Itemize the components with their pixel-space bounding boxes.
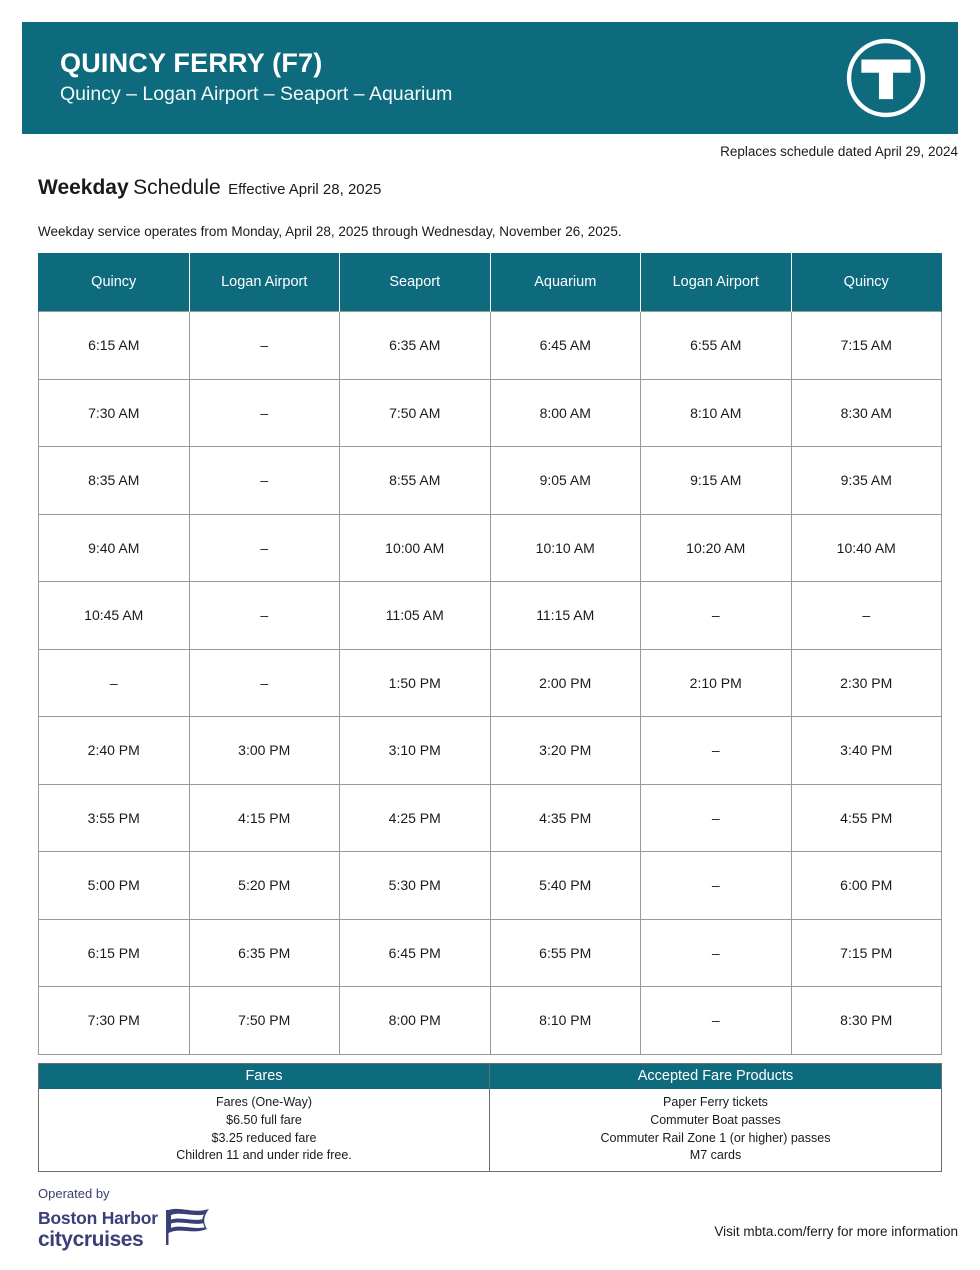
- schedule-cell: 6:15 AM: [39, 312, 190, 380]
- schedule-cell: 2:30 PM: [791, 649, 942, 717]
- schedule-cell: –: [641, 852, 792, 920]
- schedule-cell: 6:35 AM: [340, 312, 491, 380]
- table-row: [39, 784, 942, 852]
- schedule-cell: –: [189, 447, 340, 515]
- schedule-cell: 6:55 AM: [641, 312, 792, 380]
- schedule-cell: 5:00 PM: [39, 852, 190, 920]
- operated-by-label: Operated by: [38, 1186, 110, 1201]
- schedule-cell: –: [189, 649, 340, 717]
- table-row: [39, 919, 942, 987]
- operator-name-line2: citycruises: [38, 1227, 144, 1251]
- schedule-cell: 11:05 AM: [340, 582, 491, 650]
- flag-wave-icon: [160, 1204, 212, 1248]
- table-row: [39, 514, 942, 582]
- fares-heading: Fares: [39, 1064, 489, 1089]
- table-row: [39, 717, 942, 785]
- schedule-cell: 2:40 PM: [39, 717, 190, 785]
- schedule-cell: 5:30 PM: [340, 852, 491, 920]
- schedule-cell: 10:00 AM: [340, 514, 491, 582]
- schedule-cell: 1:50 PM: [340, 649, 491, 717]
- page-title: QUINCY FERRY (F7): [60, 48, 323, 79]
- schedule-cell: 2:00 PM: [490, 649, 641, 717]
- schedule-cell: –: [791, 582, 942, 650]
- schedule-cell: 8:35 AM: [39, 447, 190, 515]
- column-header-seaport: Seaport: [340, 253, 491, 312]
- column-header-quincy-inbound: Quincy: [791, 253, 942, 312]
- schedule-cell: 7:15 PM: [791, 919, 942, 987]
- schedule-cell: 3:00 PM: [189, 717, 340, 785]
- schedule-cell: 5:20 PM: [189, 852, 340, 920]
- fares-section: [38, 1063, 942, 1172]
- route-stops-subtitle: Quincy – Logan Airport – Seaport – Aquarium: [60, 83, 453, 106]
- boston-harbor-city-cruises-logo: [38, 1204, 212, 1250]
- schedule-cell: 4:25 PM: [340, 784, 491, 852]
- table-row: [39, 852, 942, 920]
- schedule-cell: 7:30 PM: [39, 987, 190, 1055]
- schedule-cell: 10:45 AM: [39, 582, 190, 650]
- table-row: [39, 987, 942, 1055]
- schedule-table-body: [39, 312, 942, 1055]
- schedule-cell: 3:10 PM: [340, 717, 491, 785]
- column-header-quincy-outbound: Quincy: [39, 253, 190, 312]
- accepted-fare-products-heading: Accepted Fare Products: [490, 1064, 941, 1089]
- schedule-heading: [38, 176, 381, 200]
- schedule-cell: –: [189, 312, 340, 380]
- schedule-cell: 8:00 AM: [490, 379, 641, 447]
- schedule-cell: 3:55 PM: [39, 784, 190, 852]
- schedule-cell: –: [641, 919, 792, 987]
- accepted-fare-products-body: [490, 1089, 941, 1171]
- schedule-cell: 7:50 PM: [189, 987, 340, 1055]
- schedule-cell: 6:35 PM: [189, 919, 340, 987]
- accepted-fare-products-box: [490, 1063, 942, 1172]
- fares-box: [38, 1063, 490, 1172]
- schedule-cell: 8:10 AM: [641, 379, 792, 447]
- fare-product-line: Commuter Rail Zone 1 (or higher) passes: [600, 1130, 831, 1145]
- schedule-cell: 6:45 PM: [340, 919, 491, 987]
- schedule-cell: 8:10 PM: [490, 987, 641, 1055]
- fares-line: Children 11 and under ride free.: [176, 1148, 352, 1163]
- table-row: [39, 312, 942, 380]
- schedule-cell: 7:15 AM: [791, 312, 942, 380]
- schedule-cell: 9:05 AM: [490, 447, 641, 515]
- schedule-day-type: Weekday: [38, 176, 129, 199]
- column-header-logan-airport-inbound: Logan Airport: [641, 253, 792, 312]
- schedule-cell: –: [641, 582, 792, 650]
- service-period-note: Weekday service operates from Monday, April 28, 2025 through Wednesday, November 26, 2025.: [38, 224, 622, 239]
- fare-product-line: M7 cards: [689, 1148, 742, 1163]
- schedule-cell: 4:55 PM: [791, 784, 942, 852]
- schedule-cell: 10:10 AM: [490, 514, 641, 582]
- table-row: [39, 447, 942, 515]
- schedule-cell: –: [641, 717, 792, 785]
- table-header-row: [39, 253, 942, 312]
- table-row: [39, 649, 942, 717]
- schedule-cell: 6:15 PM: [39, 919, 190, 987]
- schedule-cell: 9:40 AM: [39, 514, 190, 582]
- schedule-cell: 8:55 AM: [340, 447, 491, 515]
- replaces-schedule-notice: Replaces schedule dated April 29, 2024: [720, 144, 958, 159]
- table-row: [39, 582, 942, 650]
- schedule-cell: 9:15 AM: [641, 447, 792, 515]
- schedule-cell: 2:10 PM: [641, 649, 792, 717]
- fares-line: Fares (One-Way): [215, 1095, 313, 1110]
- schedule-cell: –: [189, 379, 340, 447]
- fares-line: $6.50 full fare: [226, 1112, 302, 1127]
- schedule-cell: 4:35 PM: [490, 784, 641, 852]
- schedule-cell: 4:15 PM: [189, 784, 340, 852]
- schedule-cell: 3:20 PM: [490, 717, 641, 785]
- schedule-cell: 8:30 PM: [791, 987, 942, 1055]
- schedule-word: Schedule: [133, 176, 221, 199]
- schedule-cell: 7:50 AM: [340, 379, 491, 447]
- schedule-effective-date: Effective April 28, 2025: [228, 181, 382, 198]
- schedule-cell: 7:30 AM: [39, 379, 190, 447]
- schedule-cell: 6:00 PM: [791, 852, 942, 920]
- fare-product-line: Paper Ferry tickets: [663, 1095, 768, 1110]
- operator-wordmark: [38, 1210, 158, 1250]
- schedule-cell: 3:40 PM: [791, 717, 942, 785]
- schedule-cell: –: [641, 784, 792, 852]
- schedule-cell: 9:35 AM: [791, 447, 942, 515]
- schedule-cell: 8:00 PM: [340, 987, 491, 1055]
- ferry-schedule-table: [38, 253, 942, 1055]
- schedule-cell: –: [189, 582, 340, 650]
- table-row: [39, 379, 942, 447]
- mbta-t-logo-icon: [842, 34, 930, 122]
- route-header-text: [42, 48, 452, 107]
- visit-website-note: Visit mbta.com/ferry for more information: [714, 1224, 958, 1239]
- schedule-cell: –: [39, 649, 190, 717]
- schedule-cell: 6:45 AM: [490, 312, 641, 380]
- schedule-cell: 10:20 AM: [641, 514, 792, 582]
- fares-body: [39, 1089, 489, 1171]
- operator-credit: [38, 1186, 212, 1250]
- fare-product-line: Commuter Boat passes: [650, 1112, 781, 1127]
- schedule-cell: –: [641, 987, 792, 1055]
- schedule-cell: 8:30 AM: [791, 379, 942, 447]
- fares-line: $3.25 reduced fare: [211, 1130, 317, 1145]
- route-header-banner: [22, 22, 958, 134]
- schedule-cell: 6:55 PM: [490, 919, 641, 987]
- column-header-aquarium: Aquarium: [490, 253, 641, 312]
- operator-name-line1: Boston Harbor: [38, 1208, 158, 1229]
- schedule-cell: 11:15 AM: [490, 582, 641, 650]
- schedule-cell: 10:40 AM: [791, 514, 942, 582]
- schedule-cell: –: [189, 514, 340, 582]
- schedule-cell: 5:40 PM: [490, 852, 641, 920]
- column-header-logan-airport-outbound: Logan Airport: [189, 253, 340, 312]
